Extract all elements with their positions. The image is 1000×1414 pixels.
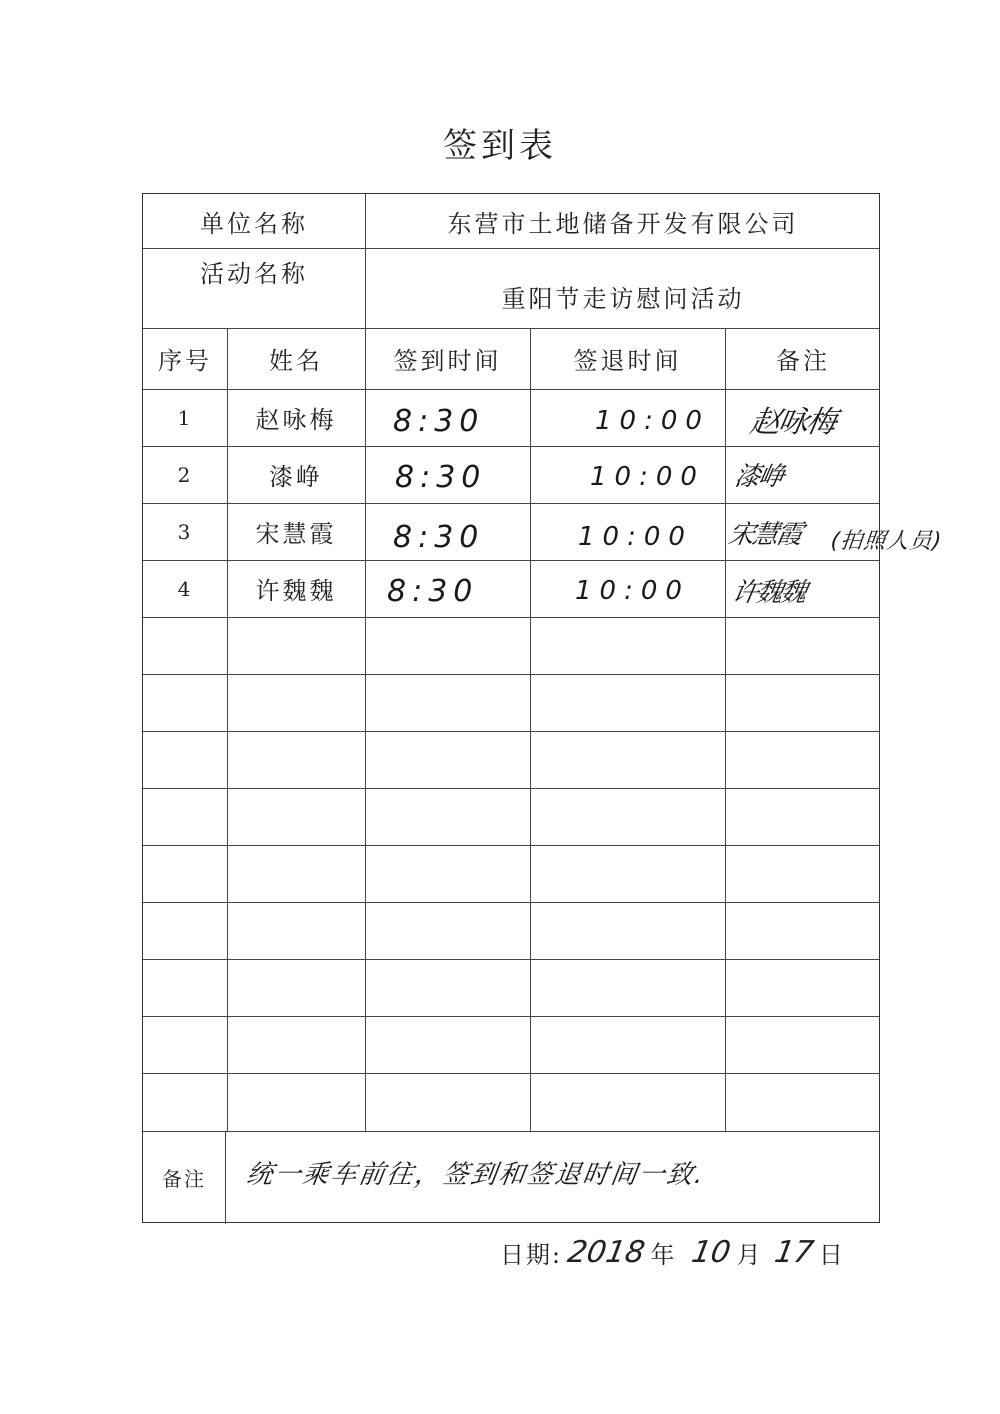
sign-in-time: 8:30 — [393, 404, 485, 439]
attendee-name: 赵咏梅 — [255, 406, 337, 434]
sign-out-time: 10:00 — [590, 462, 705, 492]
row-divider — [143, 902, 879, 903]
date-label: 日期: — [500, 1240, 563, 1269]
attendee-name: 宋慧霞 — [255, 520, 337, 548]
sign-in-sheet-table — [142, 193, 944, 1223]
column-divider — [725, 328, 726, 1131]
row-number: 3 — [177, 519, 193, 544]
sign-out-time: 10:00 — [578, 522, 693, 552]
signature: 宋慧霞 — [725, 520, 804, 550]
column-divider — [225, 1131, 226, 1224]
footer-remark-label: 备注 — [162, 1167, 206, 1191]
sign-in-time: 8:30 — [393, 520, 485, 555]
activity-label: 活动名称 — [200, 260, 308, 288]
sign-out-time: 10:00 — [595, 406, 710, 436]
row-divider — [143, 1016, 879, 1017]
signature-note: (拍照人员) — [829, 529, 944, 554]
header-no: 序号 — [158, 347, 212, 375]
footer-remark-text: 统一乘车前往，签到和签退时间一致. — [244, 1160, 708, 1190]
row-divider — [143, 845, 879, 846]
date-day-unit: 日 — [818, 1240, 843, 1269]
row-divider — [143, 1131, 879, 1132]
row-number: 2 — [177, 462, 193, 487]
date-year-unit: 年 — [650, 1240, 675, 1269]
column-divider — [530, 328, 531, 1131]
activity-value: 重阳节走访慰问活动 — [501, 284, 745, 313]
row-divider — [143, 788, 879, 789]
row-divider — [143, 617, 879, 618]
header-sign-out-time: 签退时间 — [573, 347, 682, 375]
column-divider — [365, 328, 366, 1131]
header-sign-in-time: 签到时间 — [393, 347, 502, 375]
signature: 许魏魏 — [729, 578, 808, 608]
row-number: 1 — [177, 405, 193, 430]
date-month-unit: 月 — [736, 1240, 761, 1269]
date-day: 17 — [771, 1234, 816, 1270]
row-divider — [143, 674, 879, 675]
row-divider — [143, 959, 879, 960]
row-number: 4 — [177, 576, 193, 601]
header-remark: 备注 — [776, 347, 830, 375]
signature: 漆峥 — [731, 462, 786, 492]
row-divider — [143, 731, 879, 732]
row-divider — [143, 1073, 879, 1074]
page-title: 签到表 — [443, 126, 557, 166]
header-name: 姓名 — [269, 347, 323, 375]
attendee-name: 许魏魏 — [255, 577, 337, 605]
sign-out-time: 10:00 — [575, 576, 690, 606]
unit-label: 单位名称 — [200, 209, 308, 238]
attendee-name: 漆峥 — [269, 463, 323, 491]
date-line — [500, 1232, 843, 1272]
row-divider — [143, 248, 879, 249]
date-year: 2018 — [565, 1234, 648, 1270]
sign-in-time: 8:30 — [395, 460, 487, 495]
signature: 赵咏梅 — [747, 405, 838, 440]
unit-value: 东营市土地储备开发有限公司 — [447, 209, 799, 238]
date-month: 10 — [689, 1234, 734, 1270]
sign-in-time: 8:30 — [387, 574, 479, 609]
